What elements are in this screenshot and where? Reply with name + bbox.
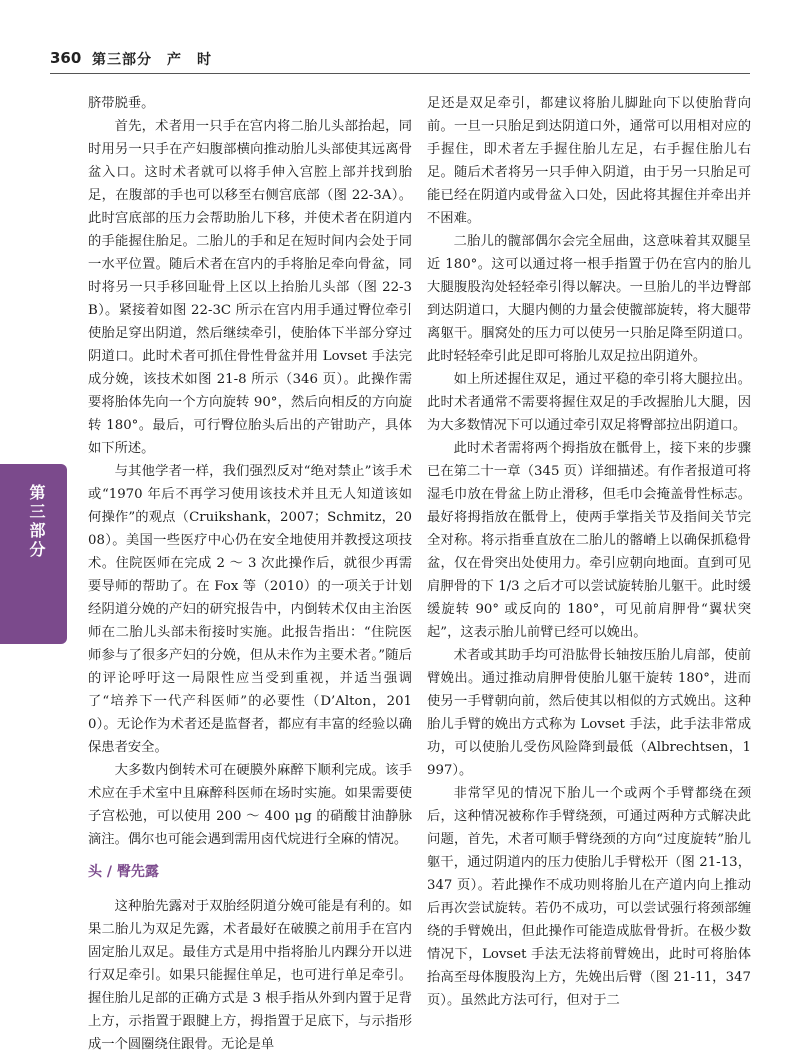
right-column	[427, 92, 751, 1012]
paragraph: 足还是双足牵引，都建议将胎儿脚趾向下以使胎背向前。一旦一只胎足到达阴道口外，通常可以用相对应的手握住，即术者左手握住胎儿左足，右手握住胎儿右足。随后术者将另一只手伸入阴道，由于另一只胎足可能已经在阴道内或骨盆入口处，因此将其握住并牵出并不困难。	[427, 96, 751, 226]
paragraph: 脐带脱垂。	[88, 96, 155, 111]
paragraph: 首先，术者用一只手在宫内将二胎儿头部抬起，同时用另一只手在产妇腹部横向推动胎儿头部使其远离骨盆入口。这时术者就可以将手伸入宫腔上部并找到胎足，在腹部的手也可以移至右侧宫底部（图 22-3A）。此时宫底部的压力会帮助胎儿下移，并使术者在阴道内的手能握住胎足。二胎儿的手和足在短时间内会处于同一水平位置。随后术者在宫内的手将胎足牵向骨盆，同时将另一只手移回耻骨上区以上抬胎儿头部（图 22-3B）。紧接着如图 22-3C 所示在宫内用手通过臀位牵引使胎足穿出阴道，然后继续牵引，使胎体下半部分穿过阴道口。此时术者可抓住骨性骨盆并用 Lovset 手法完成分娩，该技术如图 21-8 所示（346 页）。此操作需要将胎体先向一个方向旋转 90°，然后向相反的方向旋转 180°。最后，可行臀位胎头后出的产钳助产，具体如下所述。	[88, 119, 412, 456]
page-header	[50, 49, 750, 73]
paragraph: 二胎儿的髋部偶尔会完全屈曲，这意味着其双腿呈近 180°。这可以通过将一根手指置于仍在宫内的胎儿大腿腹股沟处轻轻牵引得以解决。一旦胎儿的半边臀部到达阴道口，大腿内侧的力量会使髋部旋转，将大腿带离躯干。腘窝处的压力可以使另一只胎足降至阴道口。此时轻轻牵引此足即可将胎儿双足拉出阴道外。	[427, 234, 751, 364]
part-side-tab-label: 第三部分	[27, 484, 46, 560]
running-title: 第三部分 产 时	[92, 52, 212, 68]
page-number: 360	[50, 49, 82, 67]
paragraph: 术者或其助手均可沿肱骨长轴按压胎儿肩部，使前臂娩出。通过推动肩胛骨使胎儿躯干旋转 180°，进而使另一手臂朝向前，然后使其以相似的方式娩出。这种胎儿手臂的娩出方式称为 Lovset 手法，此手法非常成功，可以使胎儿受伤风险降到最低（Albrechtsen，1997）。	[427, 648, 751, 778]
part-side-tab	[0, 464, 67, 644]
paragraph: 大多数内倒转术可在硬膜外麻醉下顺利完成。该手术应在手术室中且麻醉科医师在场时实施。如果需要使子宫松弛，可以使用 200 ～ 400 μg 的硝酸甘油静脉滴注。偶尔也可能会遇到需用卤代烷进行全麻的情况。	[88, 763, 412, 847]
paragraph: 此时术者需将两个拇指放在骶骨上，接下来的步骤已在第二十一章（345 页）详细描述。有作者报道可将湿毛巾放在骨盆上防止滑移，但毛巾会掩盖骨性标志。最好将拇指放在骶骨上，使两手掌指关节及指间关节完全对称。将示指垂直放在二胎儿的髂嵴上以确保抓稳骨盆，仅在骨突出处使用力。牵引应朝向地面。直到可见肩胛骨的下 1/3 之后才可以尝试旋转胎儿躯干。此时缓缓旋转 90° 或反向的 180°，可见前肩胛骨“翼状突起”，这表示胎儿前臂已经可以娩出。	[427, 441, 751, 640]
section-heading: 头 / 臀先露	[88, 864, 159, 880]
paragraph: 非常罕见的情况下胎儿一个或两个手臂都绕在颈后，这种情况被称作手臂绕颈，可通过两种方式解决此问题，首先，术者可顺手臂绕颈的方向“过度旋转”胎儿躯干，通过阴道内的压力使胎儿手臂松开（图 21-13，347 页）。若此操作不成功则将胎儿在产道内向上推动后再次尝试旋转。若仍不成功，可以尝试强行将颈部缠绕的手臂娩出，但此操作可能造成肱骨骨折。在极少数情况下，Lovset 手法无法将前臂娩出，此时可将胎体抬高至母体腹股沟上方，先娩出后臂（图 21-11，347 页）。虽然此方法可行，但对于二	[427, 786, 751, 1008]
header-rule	[50, 73, 750, 74]
paragraph: 这种胎先露对于双胎经阴道分娩可能是有利的。如果二胎儿为双足先露，术者最好在破膜之前用手在宫内固定胎儿双足。最佳方式是用中指将胎儿内踝分开以进行双足牵引。如果只能握住单足，也可进行单足牵引。握住胎儿足部的正确方式是 3 根手指从外到内置于足背上方，示指置于跟腱上方，拇指置于足底下，与示指形成一个圆圈绕住跟骨。无论是单	[88, 899, 412, 1052]
left-column	[88, 92, 412, 1056]
paragraph: 与其他学者一样，我们强烈反对“绝对禁止”该手术或“1970 年后不再学习使用该技术并且无人知道该如何操作”的观点（Cruikshank，2007；Schmitz，2008）。美国一些医疗中心仍在安全地使用并教授这项技术。住院医师在完成 2 ～ 3 次此操作后，就很少再需要导师的帮助了。在 Fox 等（2010）的一项关于计划经阴道分娩的产妇的研究报告中，内倒转术仅由主治医师在二胎儿头部未衔接时实施。此报告指出：“住院医师参与了很多产妇的分娩，但从未作为主要术者。”随后的评论呼吁这一局限性应当受到重视，并适当强调了“培养下一代产科医师”的必要性（D’Alton，2010）。无论作为术者还是监督者，都应有丰富的经验以确保患者安全。	[88, 464, 412, 755]
paragraph: 如上所述握住双足，通过平稳的牵引将大腿拉出。此时术者通常不需要将握住双足的手改握胎儿大腿，因为大多数情况下可以通过牵引双足将臀部拉出阴道口。	[427, 372, 751, 433]
